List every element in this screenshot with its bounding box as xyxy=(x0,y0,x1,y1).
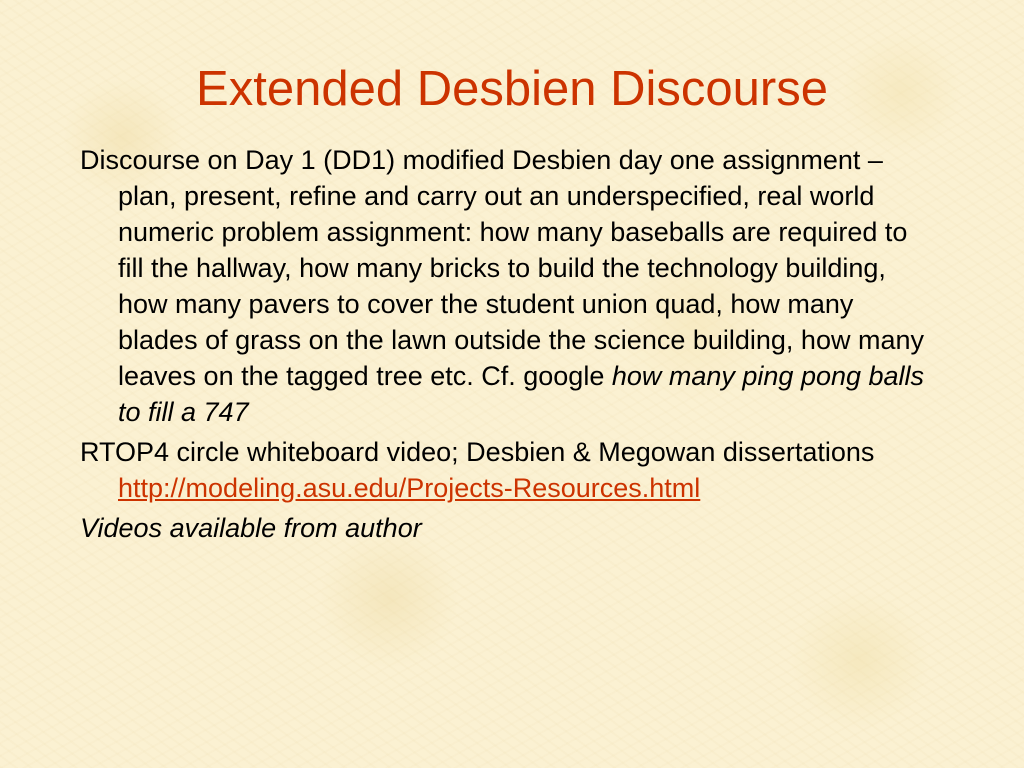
bullet-dd1-text: Discourse on Day 1 (DD1) modified Desbien day one assignment – plan, present, refine and carry out an underspecified, real world numeric problem assignment: how many baseballs are required to fill the hallway, how many bricks to build the technology building, how many pavers to cover the student union quad, how many blades of grass on the lawn outside the science building, how many leaves on the tagged tree etc. Cf. google xyxy=(80,145,924,391)
slide-title: Extended Desbien Discourse xyxy=(196,62,828,116)
bullet-videos: Videos available from author xyxy=(80,513,422,543)
modeling-resources-link[interactable]: http://modeling.asu.edu/Projects-Resources.html xyxy=(118,473,701,503)
bullet-dd1-italic: how many ping pong balls to fill a 747 xyxy=(118,361,925,427)
bullet-dd1 xyxy=(80,142,940,430)
bullet-rtop4 xyxy=(80,434,940,506)
slide-body xyxy=(80,142,940,550)
bullet-rtop4-text: RTOP4 circle whiteboard video; Desbien & Megowan dissertations xyxy=(80,437,875,467)
